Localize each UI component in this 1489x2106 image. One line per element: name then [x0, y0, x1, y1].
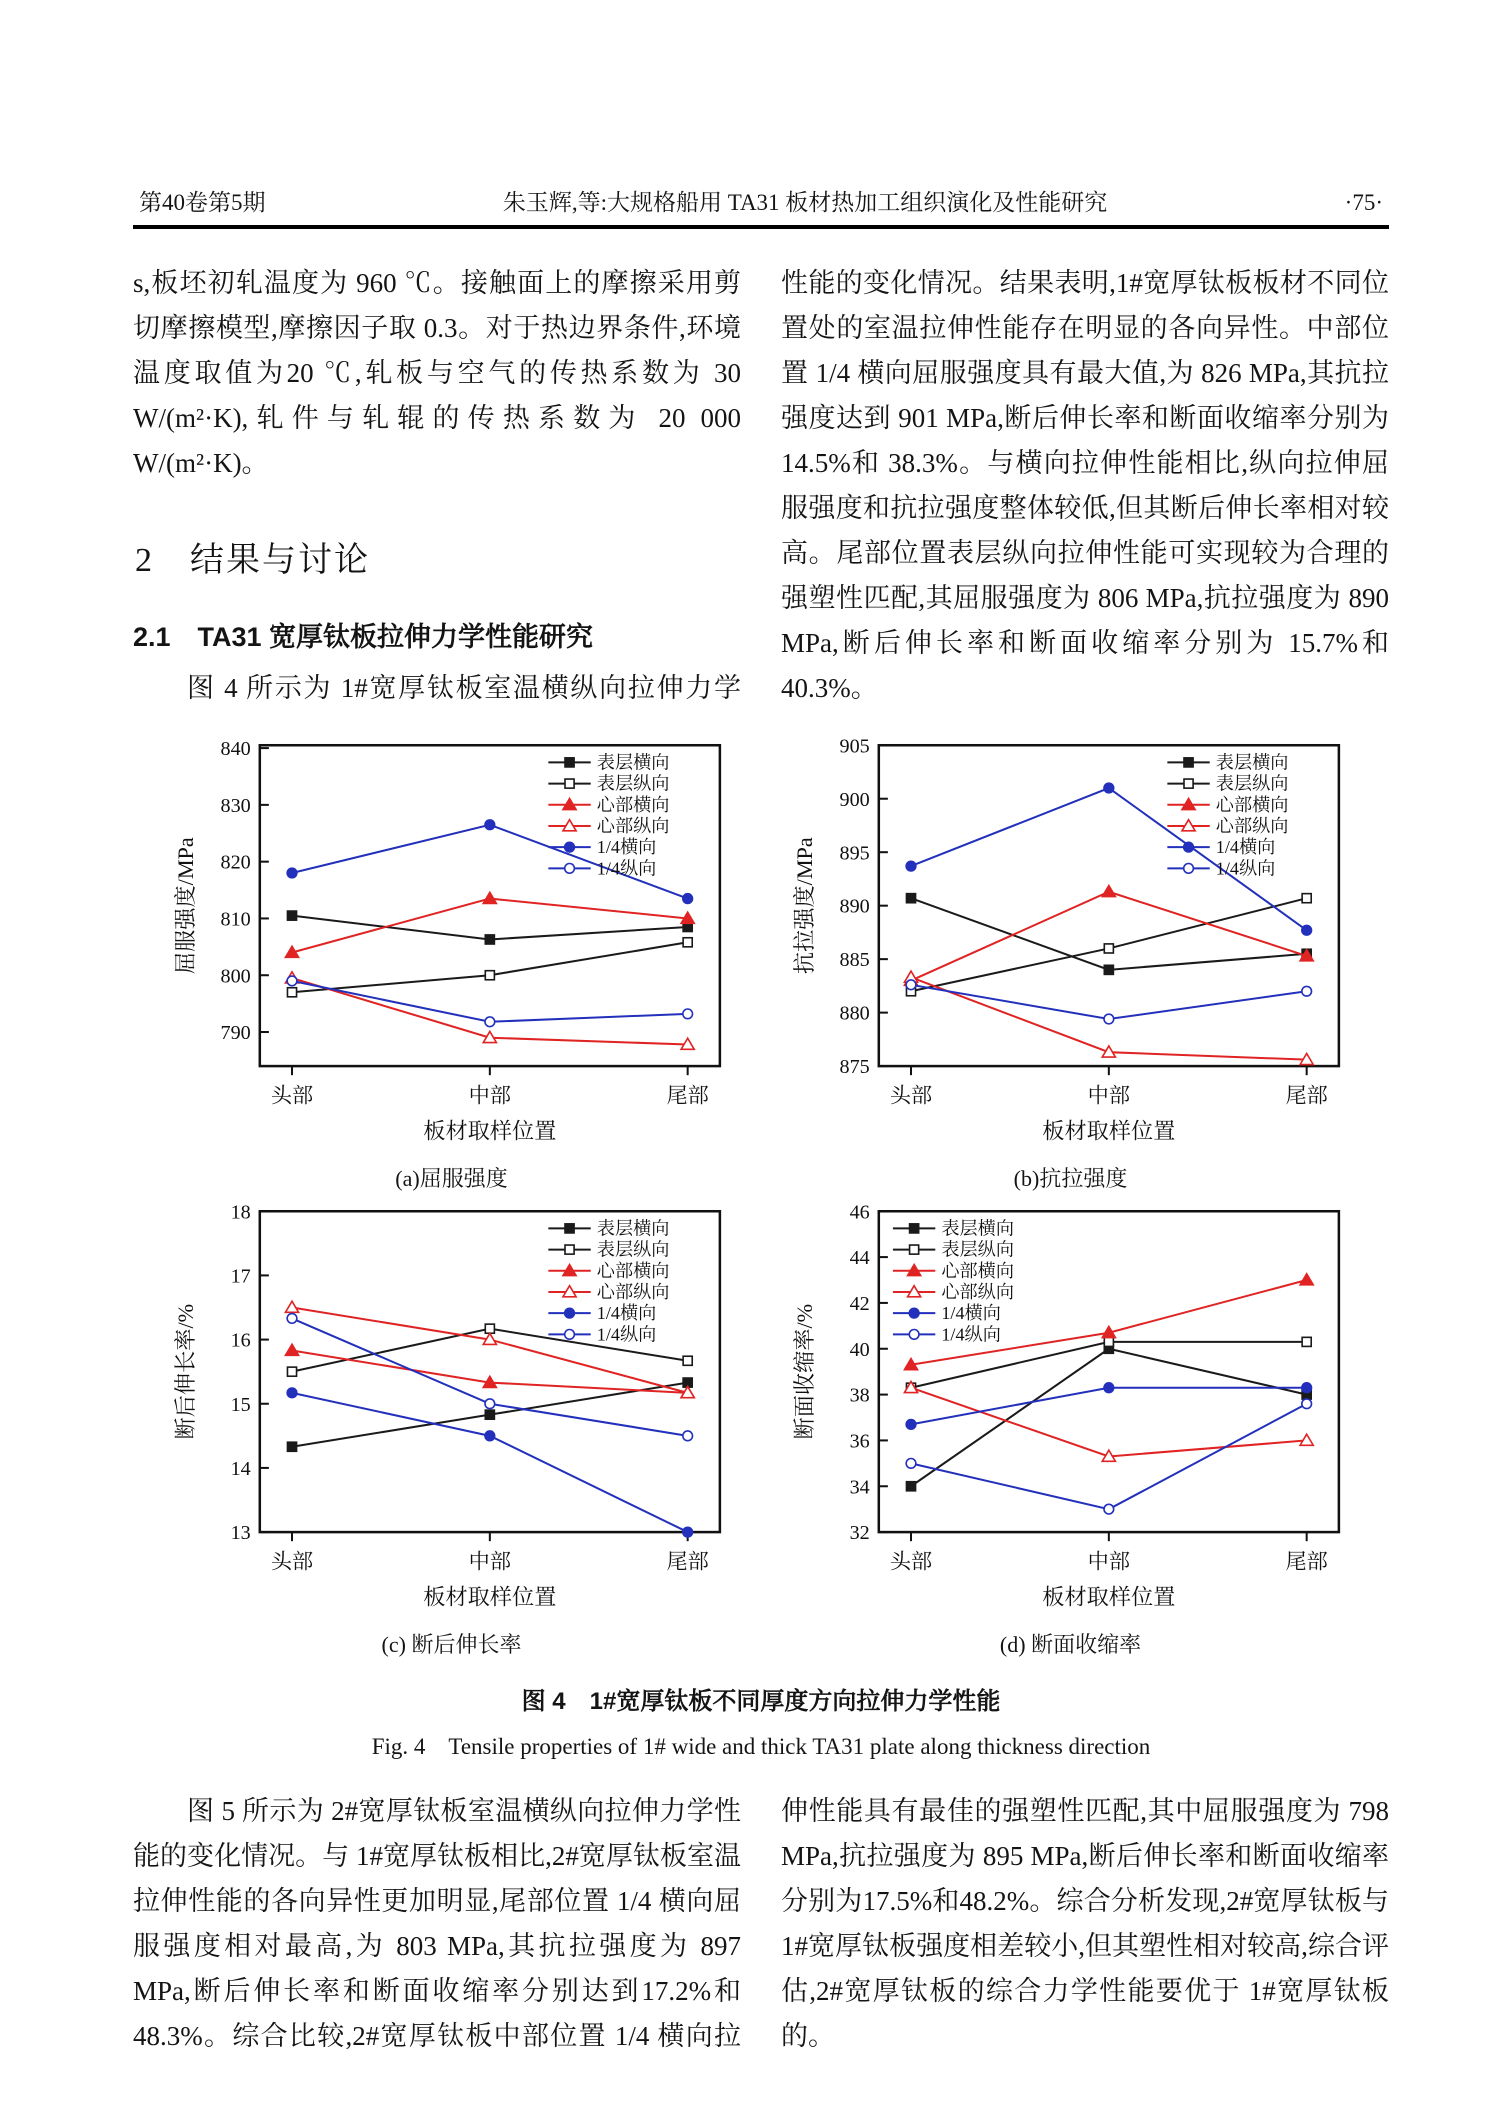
closing-section — [133, 1789, 1389, 2059]
svg-text:表层纵向: 表层纵向 — [596, 773, 670, 794]
svg-text:抗拉强度/MPa: 抗拉强度/MPa — [792, 837, 818, 975]
svg-text:头部: 头部 — [270, 1549, 314, 1574]
chart-grid — [133, 731, 1389, 1659]
svg-text:820: 820 — [220, 851, 251, 874]
svg-text:900: 900 — [839, 788, 870, 811]
svg-text:表层横向: 表层横向 — [941, 1218, 1014, 1239]
paragraph-tensile-results: 性能的变化情况。结果表明,1#宽厚钛板板材不同位置处的室温拉伸性能存在明显的各向异性。中部位置 1/4 横向屈服强度具有最大值,为 826 MPa,其抗拉强度达到 901 MPa,断后伸长率和断面收缩率分别为 14.5%和 38.3%。与横向拉伸性能相比,纵向拉伸屈服强度和抗拉强度整体较低,但其断后伸长率相对较高。尾部位置表层纵向拉伸性能可实现较为合理的强塑性匹配,其屈服强度为 806 MPa,抗拉强度为 890 MPa,断后伸长率和断面收缩率分别为 15.7%和 40.3%。 — [781, 268, 1389, 703]
reduction-of-area-chart — [788, 1197, 1353, 1621]
chart-d — [792, 1201, 1339, 1609]
paragraph-rolling-parameters: s,板坯初轧温度为 960 ℃。接触面上的摩擦采用剪切摩擦模型,摩擦因子取 0.3。对于热边界条件,环境温度取值为20 ℃,轧板与空气的传热系数为 30 W/(m²·K),轧件与轧辊的传热系数为 20 000 W/(m²·K)。 — [133, 268, 741, 478]
page-header — [133, 184, 1389, 225]
svg-text:心部横向: 心部横向 — [596, 1260, 670, 1281]
svg-text:1/4横向: 1/4横向 — [941, 1303, 1001, 1324]
intro-left-column — [133, 261, 741, 711]
svg-text:尾部: 尾部 — [666, 1083, 709, 1108]
svg-text:尾部: 尾部 — [1285, 1083, 1328, 1108]
svg-text:屈服强度/MPa: 屈服强度/MPa — [173, 837, 199, 975]
svg-text:46: 46 — [849, 1201, 870, 1224]
svg-text:中部: 中部 — [468, 1549, 512, 1574]
svg-text:中部: 中部 — [1087, 1083, 1131, 1108]
chart-caption-c: (c) 断后伸长率 — [381, 1632, 522, 1657]
paragraph-comparison-results: 伸性能具有最佳的强塑性匹配,其中屈服强度为 798 MPa,抗拉强度为 895 MPa,断后伸长率和断面收缩率分别为17.5%和48.2%。综合分析发现,2#宽厚钛板与 1#宽厚钛板强度相差较小,但其塑性相对较高,综合评估,2#宽厚钛板的综合力学性能要优于 1#宽厚钛板的。 — [781, 1796, 1389, 2051]
svg-text:表层纵向: 表层纵向 — [941, 1239, 1014, 1260]
svg-text:40: 40 — [849, 1338, 870, 1361]
svg-text:表层横向: 表层横向 — [596, 1218, 670, 1239]
svg-text:1/4纵向: 1/4纵向 — [596, 1324, 657, 1345]
svg-text:板材取样位置: 板材取样位置 — [1042, 1584, 1176, 1610]
svg-text:880: 880 — [839, 1002, 870, 1025]
yield-strength-chart — [169, 731, 734, 1155]
chart-caption-d: (d) 断面收缩率 — [999, 1632, 1142, 1657]
svg-text:心部纵向: 心部纵向 — [596, 816, 670, 837]
figure-caption-cn: 图 4 1#宽厚钛板不同厚度方向拉伸力学性能 — [521, 1688, 1001, 1715]
svg-text:1/4纵向: 1/4纵向 — [941, 1324, 1001, 1345]
chart-b — [792, 735, 1339, 1143]
page-number: ·75· — [1344, 190, 1383, 215]
svg-text:1/4横向: 1/4横向 — [1215, 837, 1276, 858]
svg-text:心部纵向: 心部纵向 — [1215, 816, 1289, 837]
svg-text:断面收缩率/%: 断面收缩率/% — [792, 1303, 818, 1440]
intro-section — [133, 261, 1389, 711]
chart-caption-b: (b)抗拉强度 — [1013, 1166, 1128, 1191]
tensile-strength-chart — [788, 731, 1353, 1155]
svg-text:36: 36 — [849, 1430, 870, 1453]
svg-text:表层纵向: 表层纵向 — [1215, 773, 1289, 794]
figure-caption-en: Fig. 4 Tensile properties of 1# wide and thick TA31 plate along thickness direction — [371, 1734, 1151, 1759]
chart-cell-a — [169, 731, 734, 1193]
svg-text:1/4纵向: 1/4纵向 — [1215, 858, 1276, 879]
svg-text:875: 875 — [839, 1056, 870, 1079]
svg-text:中部: 中部 — [468, 1083, 512, 1108]
svg-text:心部横向: 心部横向 — [1215, 794, 1289, 815]
svg-text:板材取样位置: 板材取样位置 — [423, 1584, 557, 1610]
svg-text:断后伸长率/%: 断后伸长率/% — [173, 1303, 199, 1440]
svg-text:1/4纵向: 1/4纵向 — [596, 858, 657, 879]
chart-c — [173, 1201, 720, 1609]
svg-text:16: 16 — [230, 1329, 251, 1352]
paragraph-figure5-lead: 图 5 所示为 2#宽厚钛板室温横纵向拉伸力学性能的变化情况。与 1#宽厚钛板相比,2#宽厚钛板室温拉伸性能的各向异性更加明显,尾部位置 1/4 横向屈服强度相对最高,为 803 MPa,其抗拉强度为 897 MPa,断后伸长率和断面收缩率分别达到17.2%和48.3%。综合比较,2#宽厚钛板中部位置 1/4 横向拉 — [133, 1796, 741, 2051]
closing-right-column — [781, 1789, 1389, 2059]
svg-text:44: 44 — [849, 1247, 870, 1270]
svg-text:34: 34 — [849, 1476, 870, 1499]
svg-text:头部: 头部 — [270, 1083, 314, 1108]
svg-text:14: 14 — [230, 1457, 251, 1480]
svg-text:800: 800 — [220, 965, 251, 988]
elongation-chart — [169, 1197, 734, 1621]
section-heading: 2 结果与讨论 — [135, 542, 370, 579]
svg-text:15: 15 — [230, 1393, 251, 1416]
intro-right-column — [781, 261, 1389, 711]
svg-text:830: 830 — [220, 794, 251, 817]
svg-text:895: 895 — [839, 842, 870, 865]
svg-text:1/4横向: 1/4横向 — [596, 837, 657, 858]
svg-text:32: 32 — [849, 1522, 870, 1545]
svg-text:头部: 头部 — [889, 1083, 933, 1108]
svg-text:42: 42 — [849, 1292, 870, 1315]
svg-text:885: 885 — [839, 949, 870, 972]
svg-text:表层横向: 表层横向 — [596, 752, 670, 773]
svg-text:890: 890 — [839, 895, 870, 918]
chart-cell-c — [169, 1197, 734, 1659]
closing-left-column — [133, 1789, 741, 2059]
svg-text:790: 790 — [220, 1022, 251, 1045]
running-title: 朱玉辉,等:大规格船用 TA31 板材热加工组织演化及性能研究 — [502, 190, 1108, 215]
svg-text:13: 13 — [230, 1522, 251, 1545]
svg-text:心部纵向: 心部纵向 — [596, 1282, 670, 1303]
svg-text:17: 17 — [230, 1265, 251, 1288]
chart-caption-a: (a)屈服强度 — [395, 1166, 508, 1191]
svg-text:38: 38 — [849, 1384, 870, 1407]
chart-cell-d — [788, 1197, 1353, 1659]
svg-text:中部: 中部 — [1087, 1549, 1131, 1574]
figure-caption — [133, 1681, 1389, 1761]
svg-text:心部横向: 心部横向 — [596, 794, 670, 815]
subsection-heading: 2.1 TA31 宽厚钛板拉伸力学性能研究 — [133, 622, 594, 652]
paragraph-figure4-lead: 图 4 所示为 1#宽厚钛板室温横纵向拉伸力学 — [187, 673, 741, 703]
svg-text:尾部: 尾部 — [1285, 1549, 1328, 1574]
svg-text:810: 810 — [220, 908, 251, 931]
svg-text:840: 840 — [220, 738, 251, 761]
svg-text:表层纵向: 表层纵向 — [596, 1239, 670, 1260]
svg-text:头部: 头部 — [889, 1549, 933, 1574]
svg-text:板材取样位置: 板材取样位置 — [1042, 1118, 1176, 1144]
svg-text:905: 905 — [839, 735, 870, 758]
header-divider — [133, 225, 1389, 229]
svg-text:1/4横向: 1/4横向 — [596, 1303, 657, 1324]
figure-4 — [133, 731, 1389, 1761]
svg-text:尾部: 尾部 — [666, 1549, 709, 1574]
svg-text:18: 18 — [230, 1201, 251, 1224]
chart-cell-b — [788, 731, 1353, 1193]
chart-a — [173, 738, 720, 1144]
svg-text:表层横向: 表层横向 — [1215, 752, 1289, 773]
svg-text:心部横向: 心部横向 — [941, 1260, 1014, 1281]
svg-text:心部纵向: 心部纵向 — [941, 1282, 1014, 1303]
journal-issue: 第40卷第5期 — [139, 190, 266, 215]
svg-text:板材取样位置: 板材取样位置 — [423, 1118, 557, 1144]
